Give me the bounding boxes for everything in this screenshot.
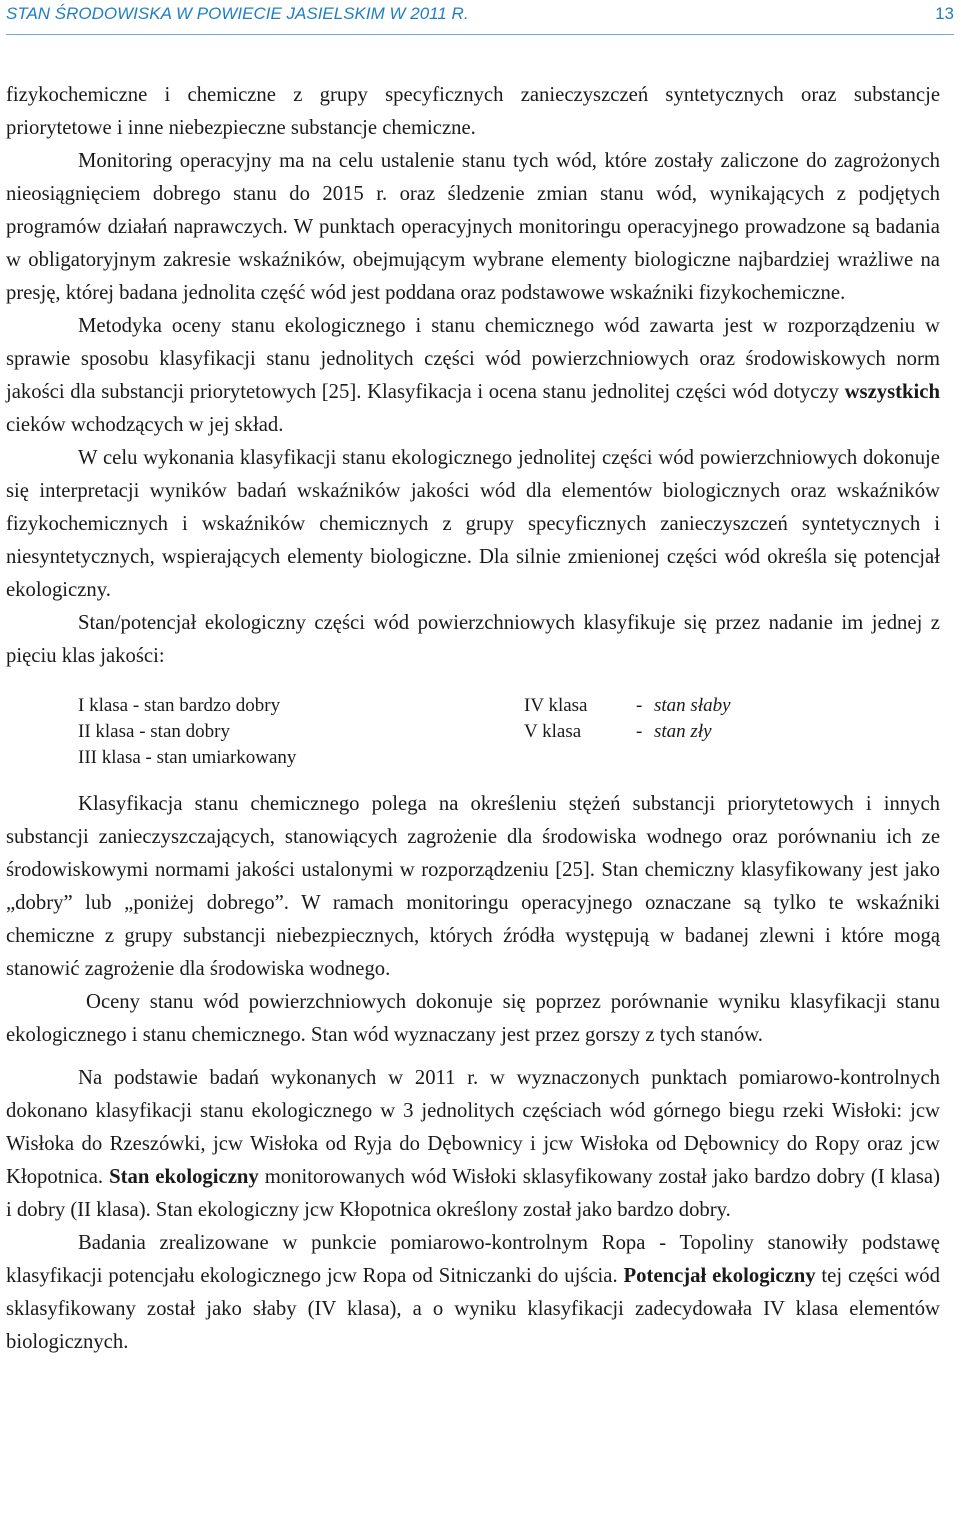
class-4-label: IV klasa: [524, 695, 588, 716]
header-rule: [6, 34, 954, 35]
paragraph-5: Stan/potencjał ekologiczny części wód powierzchniowych klasyfikuje się przez nadanie im jednej z pięciu klas jakości:: [6, 612, 940, 667]
paragraph-4: W celu wykonania klasyfikacji stanu ekologicznego jednolitej części wód powierzchniowych dokonuje się interpretacji wyników badań wskaźników jakości wód dla elementów biologicznych oraz wskaźników fizykochemicznych i wskaźników chemicznych z grupy specyficznych zanieczyszczeń syntetycznych i niesyntetycznych, wspierających elementy biologiczne. Dla silnie zmienionej części wód określa się potencjał ekologiczny.: [6, 447, 940, 601]
paragraph-9-end: tej części wód sklasyfikowany został jako słaby (IV klasa), a o wyniku klasyfikacji zadecydowała IV klasa elementów biologicznych.: [6, 1265, 940, 1353]
class-5-label: V klasa: [524, 721, 582, 742]
paragraph-3: [6, 310, 940, 442]
paragraph-9-text: Badania zrealizowane w punkcie pomiarowo-kontrolnym Ropa - Topoliny stanowiły podstawę klasyfikacji potencjału ekologicznego jcw Ropa od Sitniczanki do ujścia.: [6, 1232, 940, 1287]
body-text: [6, 79, 940, 1359]
paragraph-8-text: Na podstawie badań wykonanych w 2011 r. w wyznaczonych punktach pomiarowo-kontrolnych dokonano klasyfikacji stanu ekologicznego w 3 jednolitych częściach wód górnego biegu rzeki Wisłoki: jcw Wisłoka do Rzeszówki, jcw Wisłoka od Ryja do Dębownicy i jcw Wisłoka od Dębownicy do Ropy oraz jcw Kłopotnica.: [6, 1067, 940, 1188]
running-header: [6, 0, 954, 32]
paragraph-7: Oceny stanu wód powierzchniowych dokonuje się poprzez porównanie wyniku klasyfikacji stanu ekologicznego i stanu chemicznego. Stan wód wyznaczany jest przez gorszy z tych stanów.: [6, 991, 940, 1046]
class-4-dash: -: [636, 695, 643, 716]
paragraph-8: [6, 1062, 940, 1227]
paragraph-1: fizykochemiczne i chemiczne z grupy specyficznych zanieczyszczeń syntetycznych oraz substancje priorytetowe i inne niebezpieczne substancje chemiczne.: [6, 84, 940, 139]
class-5-value: stan zły: [654, 721, 712, 742]
class-2: II klasa - stan dobry: [78, 721, 230, 742]
header-title: STAN ŚRODOWISKA W POWIECIE JASIELSKIM W 2011 R.: [6, 4, 469, 23]
page-number: 13: [935, 4, 954, 23]
paragraph-3-text: Metodyka oceny stanu ekologicznego i stanu chemicznego wód zawarta jest w rozporządzeniu w sprawie sposobu klasyfikacji stanu jednolitych części wód powierzchniowych oraz środowiskowych norm jakości dla substancji priorytetowych [25]. Klasyfikacja i ocena stanu jednolitej części wód dotyczy: [6, 315, 940, 403]
quality-classes-list: [6, 693, 940, 773]
paragraph-8-bold: Stan ekologiczny: [109, 1166, 259, 1188]
class-1: I klasa - stan bardzo dobry: [78, 695, 281, 716]
paragraph-8-end: monitorowanych wód Wisłoki sklasyfikowany został jako bardzo dobry (I klasa) i dobry (II klasa). Stan ekologiczny jcw Kłopotnica określony został jako bardzo dobry.: [6, 1166, 940, 1221]
class-5-dash: -: [636, 721, 643, 742]
paragraph-6: Klasyfikacja stanu chemicznego polega na określeniu stężeń substancji priorytetowych i innych substancji zanieczyszczających, stanowiących zagrożenie dla środowiska wodnego oraz porównaniu ich ze środowiskowymi normami jakości ustalonymi w rozporządzeniu [25]. Stan chemiczny klasyfikowany jest jako „dobry” lub „poniżej dobrego”. W ramach monitoringu operacyjnego oznaczane są tylko te wskaźniki chemiczne z grupy substancji niebezpiecznych, których źródła występują w badanej zlewni i które mogą stanowić zagrożenie dla środowiska wodnego.: [6, 793, 940, 980]
paragraph-9: [6, 1227, 940, 1359]
paragraph-3-end: cieków wchodzących w jej skład.: [6, 414, 284, 436]
paragraph-3-bold: wszystkich: [844, 381, 940, 403]
class-4-value: stan słaby: [654, 695, 731, 716]
paragraph-2: Monitoring operacyjny ma na celu ustalenie stanu tych wód, które zostały zaliczone do zagrożonych nieosiągnięciem dobrego stanu do 2015 r. oraz śledzenie zmian stanu wód, wynikających z podjętych programów działań naprawczych. W punktach operacyjnych monitoringu operacyjnego prowadzone są badania w obligatoryjnym zakresie wskaźników, obejmującym wybrane elementy biologiczne najbardziej wrażliwe na presję, której badana jednolita część wód jest poddana oraz podstawowe wskaźniki fizykochemiczne.: [6, 150, 940, 304]
paragraph-9-bold: Potencjał ekologiczny: [623, 1265, 816, 1287]
class-3: III klasa - stan umiarkowany: [78, 747, 297, 768]
paragraph-gap: [6, 1052, 940, 1062]
